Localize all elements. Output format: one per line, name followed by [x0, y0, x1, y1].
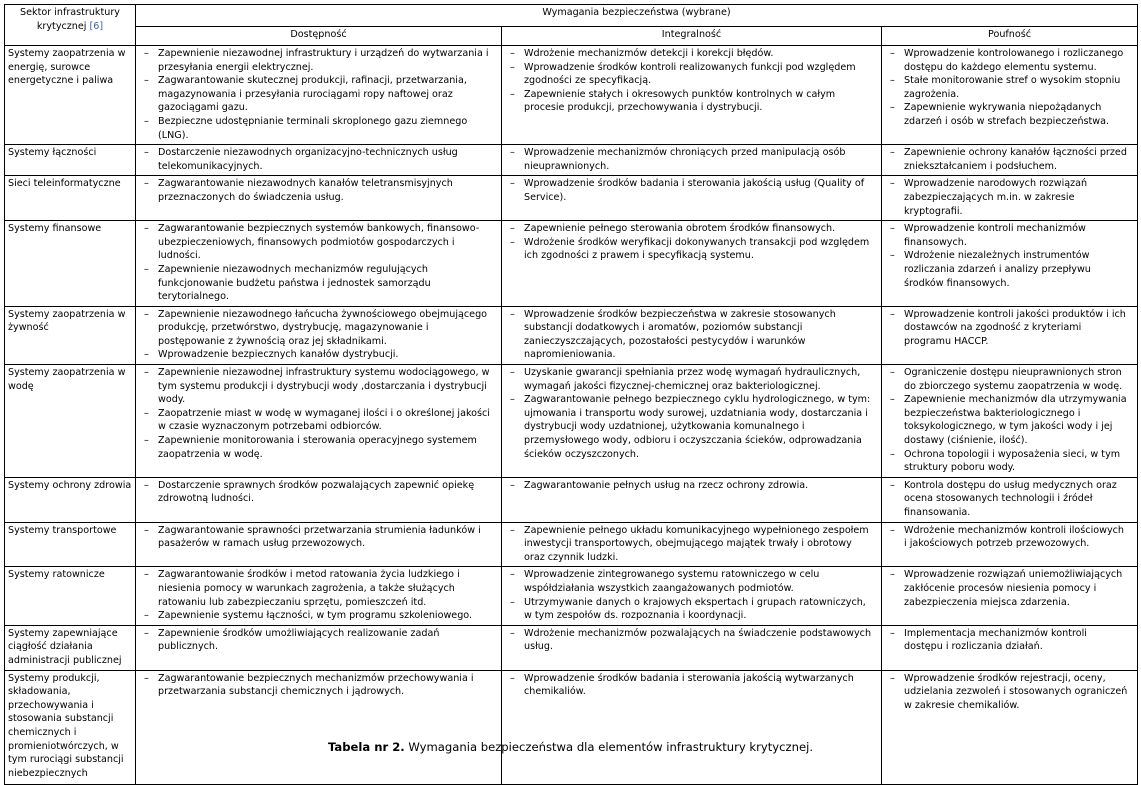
availability-cell — [136, 670, 502, 784]
table-caption — [0, 740, 1141, 754]
list-item: – Zaopatrzenie miast w wodę w wymaganej ilości i o określonej jakości w czasie wyznaczonym potrzebami odbiorców. — [139, 407, 498, 434]
requirement-list — [885, 568, 1134, 609]
table-row — [5, 522, 1138, 567]
list-item: – Wdrożenie środków weryfikacji dokonywanych transakcji pod względem ich zgodności z prawem i specyfikacją systemu. — [505, 236, 878, 263]
confidentiality-cell — [882, 477, 1138, 522]
requirement-list — [885, 308, 1134, 349]
requirements-group-header — [136, 5, 1138, 27]
availability-cell — [136, 365, 502, 478]
list-item: – Dostarczenie sprawnych środków pozwalających zapewnić opiekę zdrowotną ludności. — [139, 479, 498, 506]
list-item: – Wdrożenie mechanizmów pozwalających na świadczenie podstawowych usług. — [505, 627, 878, 654]
list-item: – Uzyskanie gwarancji spełniania przez wodę wymagań hydraulicznych, wymagań jakości fizycznej-chemicznej oraz bakteriologicznej. — [505, 366, 878, 393]
confidentiality-cell — [882, 176, 1138, 221]
list-item: – Kontrola dostępu do usług medycznych oraz ocena stosowanych technologii i źródeł finansowania. — [885, 479, 1134, 520]
availability-cell — [136, 306, 502, 364]
list-item: – Zapewnienie systemu łączności, w tym programu szkoleniowego. — [139, 609, 498, 623]
requirement-list — [139, 568, 498, 622]
table-row — [5, 477, 1138, 522]
integrity-cell — [502, 365, 882, 478]
requirement-list — [885, 146, 1134, 173]
list-item: – Wprowadzenie zintegrowanego systemu ratowniczego w celu współdziałania wszystkich zaangażowanych podmiotów. — [505, 568, 878, 595]
list-item: – Zagwarantowanie środków i metod ratowania życia ludzkiego i niesienia pomocy w warunkach zagrożenia, a także służących ratowaniu lub zabezpieczaniu sprzętu, pomieszczeń itd. — [139, 568, 498, 609]
confidentiality-cell — [882, 522, 1138, 567]
integrity-cell — [502, 176, 882, 221]
table-row — [5, 625, 1138, 670]
list-item: – Wprowadzenie kontroli mechanizmów finansowych. — [885, 222, 1134, 249]
table-row — [5, 306, 1138, 364]
list-item: – Zagwarantowanie bezpiecznych systemów bankowych, finansowo-ubezpieczeniowych, finansowych podmiotów gospodarczych i ludności. — [139, 222, 498, 263]
list-item: – Zapewnienie niezawodnego łańcucha żywnościowego obejmującego produkcję, przetwórstwo, dystrybucję, magazynowanie i postępowanie z żywnością oraz jej składnikami. — [139, 308, 498, 349]
requirement-list — [505, 47, 878, 115]
list-item: – Zapewnienie monitorowania i sterowania operacyjnego systemem zaopatrzenia w wodę. — [139, 434, 498, 461]
list-item: – Wprowadzenie kontrolowanego i rozliczanego dostępu do każdego elementu systemu. — [885, 47, 1134, 74]
list-item: – Zagwarantowanie skutecznej produkcji, rafinacji, przetwarzania, magazynowania i przesyłania rurociągami ropy naftowej oraz gazociągami gazu. — [139, 74, 498, 115]
requirement-list — [139, 672, 498, 699]
requirement-list — [505, 627, 878, 654]
integrity-cell — [502, 670, 882, 784]
list-item: – Wdrożenie niezależnych instrumentów rozliczania zdarzeń i analizy przepływu środków finansowych. — [885, 249, 1134, 290]
column-header-integrity: Integralność — [502, 27, 882, 46]
list-item: – Wprowadzenie kontroli jakości produktów i ich dostawców na zgodność z kryteriami programu HACCP. — [885, 308, 1134, 349]
caption-label: Tabela nr 2. — [327, 740, 405, 754]
list-item: – Wprowadzenie środków kontroli realizowanych funkcji pod względem zgodności ze specyfikacją. — [505, 61, 878, 88]
list-item: – Zapewnienie stałych i okresowych punktów kontrolnych w całym procesie produkcji, przechowywania i dystrybucji. — [505, 88, 878, 115]
requirement-list — [885, 627, 1134, 654]
table-row — [5, 176, 1138, 221]
list-item: – Zagwarantowanie pełnego bezpiecznego cyklu hydrologicznego, w tym: ujmowania i transportu wody surowej, uzdatniania wody, dostarczania i dystrybucji wody uzdatnionej, użytkowania komunalnego i przemysłowego wody, odbioru i oczyszczania ścieków, odprowadzania ścieków oczyszczonych. — [505, 393, 878, 461]
list-item: – Wdrożenie mechanizmów detekcji i korekcji błędów. — [505, 47, 878, 61]
list-item: – Wprowadzenie rozwiązań uniemożliwiających zakłócenie procesów niesienia pomocy i zabezpieczenia miejsca zdarzenia. — [885, 568, 1134, 609]
availability-cell — [136, 522, 502, 567]
availability-cell — [136, 567, 502, 625]
confidentiality-cell — [882, 306, 1138, 364]
integrity-cell — [502, 477, 882, 522]
list-item: – Wprowadzenie środków rejestracji, oceny, udzielania zezwoleń i stosowanych ograniczeń w zakresie chemikaliów. — [885, 672, 1134, 713]
integrity-cell — [502, 567, 882, 625]
list-item: – Wprowadzenie mechanizmów chroniących przed manipulacją osób nieuprawnionych. — [505, 146, 878, 173]
list-item: – Dostarczenie niezawodnych organizacyjno-technicznych usług telekomunikacyjnych. — [139, 146, 498, 173]
sector-cell: Systemy ochrony zdrowia — [5, 477, 136, 522]
requirement-list — [885, 672, 1134, 713]
table-row — [5, 670, 1138, 784]
list-item: – Zagwarantowanie pełnych usług na rzecz ochrony zdrowia. — [505, 479, 878, 493]
availability-cell — [136, 176, 502, 221]
sector-header-label: Sektor infrastruktury krytycznej — [20, 7, 120, 32]
list-item: – Zagwarantowanie sprawności przetwarzania strumienia ładunków i pasażerów w ramach usług przewozowych. — [139, 524, 498, 551]
confidentiality-cell — [882, 46, 1138, 145]
availability-cell — [136, 625, 502, 670]
requirement-list — [885, 524, 1134, 551]
requirement-list — [139, 177, 498, 204]
confidentiality-cell — [882, 221, 1138, 307]
table-row — [5, 365, 1138, 478]
list-item: – Implementacja mechanizmów kontroli dostępu i rozliczania działań. — [885, 627, 1134, 654]
list-item: – Ograniczenie dostępu nieuprawnionych stron do zbiorczego systemu zaopatrzenia w wodę. — [885, 366, 1134, 393]
list-item: – Zagwarantowanie bezpiecznych mechanizmów przechowywania i przetwarzania substancji chemicznych i jądrowych. — [139, 672, 498, 699]
integrity-cell — [502, 625, 882, 670]
requirement-list — [885, 47, 1134, 129]
requirement-list — [885, 177, 1134, 218]
availability-cell — [136, 46, 502, 145]
integrity-cell — [502, 522, 882, 567]
requirement-list — [505, 366, 878, 461]
integrity-cell — [502, 306, 882, 364]
requirement-list — [139, 366, 498, 461]
sector-cell: Systemy zaopatrzenia w żywność — [5, 306, 136, 364]
column-header-availability: Dostępność — [136, 27, 502, 46]
list-item: – Ochrona topologii i wyposażenia sieci, w tym struktury poboru wody. — [885, 448, 1134, 475]
list-item: – Wprowadzenie bezpiecznych kanałów dystrybucji. — [139, 348, 498, 362]
security-requirements-table — [4, 4, 1138, 785]
requirement-list — [505, 146, 878, 173]
sector-header-reference: [6] — [89, 20, 104, 32]
list-item: – Zapewnienie środków umożliwiających realizowanie zadań publicznych. — [139, 627, 498, 654]
requirements-note: (wybrane) — [681, 7, 731, 18]
list-item: – Utrzymywanie danych o krajowych ekspertach i grupach ratowniczych, w tym zespołów ds. rozpoznania i koordynacji. — [505, 596, 878, 623]
availability-cell — [136, 221, 502, 307]
list-item: – Zagwarantowanie niezawodnych kanałów teletransmisyjnych przeznaczonych do świadczenia usług. — [139, 177, 498, 204]
requirements-title: Wymagania bezpieczeństwa — [542, 7, 679, 18]
requirement-list — [885, 479, 1134, 520]
table-row — [5, 46, 1138, 145]
sector-cell: Systemy zaopatrzenia w wodę — [5, 365, 136, 478]
availability-cell — [136, 145, 502, 176]
requirement-list — [505, 479, 878, 493]
requirement-list — [139, 524, 498, 551]
sector-column-header — [5, 5, 136, 46]
requirement-list — [505, 308, 878, 362]
column-header-confidentiality: Poufność — [882, 27, 1138, 46]
requirement-list — [505, 177, 878, 204]
list-item: – Zapewnienie mechanizmów dla utrzymywania bezpieczeństwa bakteriologicznego i toksykologicznego, w tym jakości wody i jej dostawy (ciśnienie, ilość). — [885, 393, 1134, 447]
confidentiality-cell — [882, 625, 1138, 670]
caption-text: Wymagania bezpieczeństwa dla elementów infrastruktury krytycznej. — [408, 740, 813, 754]
list-item: – Zapewnienie niezawodnej infrastruktury i urządzeń do wytwarzania i przesyłania energii elektrycznej. — [139, 47, 498, 74]
requirement-list — [505, 524, 878, 565]
integrity-cell — [502, 145, 882, 176]
list-item: – Wprowadzenie środków bezpieczeństwa w zakresie stosowanych substancji dodatkowych i aromatów, poziomów substancji zanieczyszczających, pozostałości pestycydów i warunków napromieniowania. — [505, 308, 878, 362]
sector-cell: Systemy transportowe — [5, 522, 136, 567]
list-item: – Zapewnienie pełnego układu komunikacyjnego wypełnionego zespołem inwestycji transportowych, obejmującego majątek trwały i obrotowy oraz czynnik ludzki. — [505, 524, 878, 565]
list-item: – Wdrożenie mechanizmów kontroli ilościowych i jakościowych potrzeb przewozowych. — [885, 524, 1134, 551]
requirement-list — [139, 222, 498, 304]
integrity-cell — [502, 46, 882, 145]
sector-cell: Systemy finansowe — [5, 221, 136, 307]
requirement-list — [505, 568, 878, 622]
list-item: – Zapewnienie niezawodnych mechanizmów regulujących funkcjonowanie budżetu państwa i jednostek samorządu terytorialnego. — [139, 263, 498, 304]
requirement-list — [505, 222, 878, 263]
table-row — [5, 221, 1138, 307]
list-item: – Zapewnienie ochrony kanałów łączności przed zniekształcaniem i podsłuchem. — [885, 146, 1134, 173]
list-item: – Wprowadzenie środków badania i sterowania jakością usług (Quality of Service). — [505, 177, 878, 204]
list-item: – Zapewnienie niezawodnej infrastruktury systemu wodociągowego, w tym systemu produkcji i dystrybucji wody ,dostarczania i dystrybucji wody. — [139, 366, 498, 407]
requirement-list — [885, 366, 1134, 475]
requirement-list — [885, 222, 1134, 290]
sector-cell: Systemy produkcji, składowania, przechowywania i stosowania substancji chemicznych i promieniotwórczych, w tym rurociągi substancji niebezpiecznych — [5, 670, 136, 784]
list-item: – Wprowadzenie środków badania i sterowania jakością wytwarzanych chemikaliów. — [505, 672, 878, 699]
confidentiality-cell — [882, 145, 1138, 176]
confidentiality-cell — [882, 365, 1138, 478]
sector-cell: Systemy łączności — [5, 145, 136, 176]
table-body — [5, 46, 1138, 785]
list-item: – Bezpieczne udostępnianie terminali skroplonego gazu ziemnego (LNG). — [139, 115, 498, 142]
availability-cell — [136, 477, 502, 522]
list-item: – Zapewnienie pełnego sterowania obrotem środków finansowych. — [505, 222, 878, 236]
sector-cell: Systemy zaopatrzenia w energię, surowce energetyczne i paliwa — [5, 46, 136, 145]
confidentiality-cell — [882, 670, 1138, 784]
list-item: – Stałe monitorowanie stref o wysokim stopniu zagrożenia. — [885, 74, 1134, 101]
requirement-list — [139, 308, 498, 362]
table-row — [5, 145, 1138, 176]
sector-cell: Systemy zapewniające ciągłość działania administracji publicznej — [5, 625, 136, 670]
confidentiality-cell — [882, 567, 1138, 625]
requirement-list — [139, 146, 498, 173]
sector-cell: Systemy ratownicze — [5, 567, 136, 625]
requirement-list — [139, 479, 498, 506]
integrity-cell — [502, 221, 882, 307]
list-item: – Wprowadzenie narodowych rozwiązań zabezpieczających m.in. w zakresie kryptografii. — [885, 177, 1134, 218]
list-item: – Zapewnienie wykrywania niepożądanych zdarzeń i osób w strefach bezpieczeństwa. — [885, 101, 1134, 128]
requirement-list — [505, 672, 878, 699]
requirement-list — [139, 627, 498, 654]
requirement-list — [139, 47, 498, 142]
sector-cell: Sieci teleinformatyczne — [5, 176, 136, 221]
table-row — [5, 567, 1138, 625]
